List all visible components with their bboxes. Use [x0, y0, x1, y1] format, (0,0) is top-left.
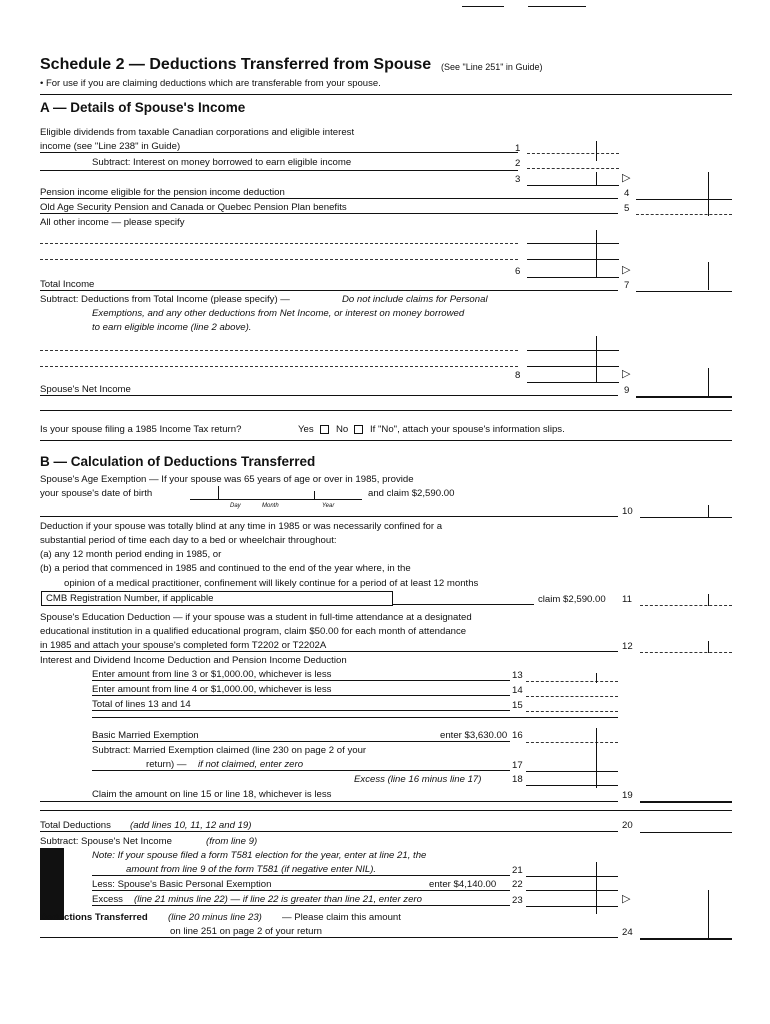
- filing-question: Is your spouse filing a 1985 Income Tax return?: [40, 424, 242, 435]
- line-number: 17: [512, 760, 523, 771]
- line-2-field[interactable]: [527, 168, 619, 169]
- education-deduction-label-2: educational institution in a qualified educational program, claim $50.00 for each month of attendance: [40, 626, 467, 637]
- yes-checkbox[interactable]: [320, 425, 329, 434]
- claim-19-label: Claim the amount on line 15 or line 18, whichever is less: [92, 789, 332, 800]
- rule: [92, 770, 510, 771]
- line-11-field[interactable]: [640, 605, 732, 606]
- education-deduction-label-3: in 1985 and attach your spouse's completed form T2202 or T2202A: [40, 640, 327, 651]
- line-8-field[interactable]: [527, 382, 619, 383]
- line-number: 7: [624, 280, 630, 291]
- line-15-field[interactable]: [526, 711, 618, 712]
- section-a-heading: A — Details of Spouse's Income: [40, 100, 246, 115]
- rule: [40, 831, 618, 832]
- interest-dividend-label: Interest and Dividend Income Deduction and Pension Income Deduction: [40, 655, 347, 666]
- attach-slips-label: If "No", attach your spouse's information slips.: [370, 424, 565, 435]
- total-deductions-note: (add lines 10, 11, 12 and 19): [130, 820, 252, 831]
- section-b-heading: B — Calculation of Deductions Transferred: [40, 454, 316, 469]
- line-7-field[interactable]: [636, 291, 732, 292]
- deductions-transferred-note: (line 20 minus line 23): [168, 912, 262, 923]
- enter-4140-label: enter $4,140.00: [429, 879, 497, 890]
- line-15-label: Total of lines 13 and 14: [92, 699, 191, 710]
- rule: [40, 801, 618, 802]
- line-number: 6: [515, 266, 521, 277]
- other-income-field[interactable]: [527, 259, 619, 260]
- line-number: 10: [622, 506, 633, 517]
- cents-divider: [596, 230, 597, 278]
- rule: [92, 905, 510, 906]
- age-claim-label: and claim $2,590.00: [368, 488, 455, 499]
- rule: [92, 717, 618, 718]
- line-number: 1: [515, 143, 521, 154]
- line-13-field[interactable]: [526, 681, 618, 682]
- deduction-field[interactable]: [527, 350, 619, 351]
- spouse-net-income-label: Spouse's Net Income: [40, 384, 131, 395]
- line-number: 15: [512, 700, 523, 711]
- cents-divider: [596, 172, 597, 186]
- cents-divider: [708, 368, 709, 398]
- other-income-label: All other income — please specify: [40, 217, 185, 228]
- line-3-field[interactable]: [527, 185, 619, 186]
- rule: [392, 604, 534, 605]
- arrow-icon: ▷: [622, 893, 631, 905]
- yes-label: Yes: [298, 424, 314, 435]
- rule: [92, 890, 510, 891]
- rule: [40, 516, 618, 517]
- rule: [40, 395, 618, 396]
- line-5-field[interactable]: [636, 214, 732, 215]
- cents-divider: [708, 641, 709, 653]
- subtract-spouse-net-label: Subtract: Spouse's Net Income: [40, 836, 172, 847]
- divider: [40, 94, 732, 95]
- rule: [92, 741, 510, 742]
- excess-23-label: Excess: [92, 894, 123, 905]
- blind-deduction-a: (a) any 12 month period ending in 1985, or: [40, 549, 222, 560]
- line-9-field[interactable]: [636, 396, 732, 398]
- line-19-field[interactable]: [640, 801, 732, 803]
- cents-divider: [708, 890, 709, 940]
- blind-deduction-label-2: substantial period of time each day to a bed or wheelchair throughout:: [40, 535, 337, 546]
- rule: [92, 875, 510, 876]
- total-deductions-label: Total Deductions: [40, 820, 111, 831]
- blind-deduction-label: Deduction if your spouse was totally blind at any time in 1985 or was necessarily confined for a: [40, 521, 443, 532]
- rule: [40, 198, 618, 199]
- date-of-birth-label: your spouse's date of birth: [40, 488, 153, 499]
- line-number: 20: [622, 820, 633, 831]
- deduction-field[interactable]: [527, 366, 619, 367]
- month-caption: Month: [262, 503, 279, 509]
- subtract-deductions-note: Do not include claims for Personal: [342, 294, 488, 305]
- arrow-icon: ▷: [622, 264, 631, 276]
- subtract-married-label: Subtract: Married Exemption claimed (line 230 on page 2 of your: [92, 745, 367, 756]
- no-checkbox[interactable]: [354, 425, 363, 434]
- excess-18-label: Excess (line 16 minus line 17): [354, 774, 482, 785]
- line-number: 16: [512, 730, 523, 741]
- t581-note-2: amount from line 9 of the form T581 (if negative enter NIL).: [126, 864, 377, 875]
- line-number: 11: [622, 594, 632, 605]
- line-number: 24: [622, 927, 633, 938]
- specify-line[interactable]: [40, 243, 518, 244]
- subtract-deductions-note-2: Exemptions, and any other deductions from Net Income, or interest on money borrowed: [92, 308, 465, 319]
- line-23-field[interactable]: [526, 906, 618, 907]
- line-number: 4: [624, 188, 630, 199]
- line-18-field[interactable]: [526, 785, 618, 786]
- line-number: 9: [624, 385, 630, 396]
- form-subtitle: • For use if you are claiming deductions which are transferable from your spouse.: [40, 78, 381, 89]
- excess-23-note: (line 21 minus line 22) — if line 22 is greater than line 21, enter zero: [134, 894, 422, 905]
- divider: [40, 440, 732, 441]
- rule: [40, 213, 618, 214]
- eligible-dividends-label-2: income (see "Line 238" in Guide): [40, 141, 181, 152]
- cmb-registration-label: CMB Registration Number, if applicable: [46, 593, 214, 604]
- age-exemption-label: Spouse's Age Exemption — If your spouse was 65 years of age or over in 1985, provide: [40, 474, 414, 485]
- top-mark: [462, 6, 504, 7]
- cents-divider: [708, 505, 709, 518]
- subtract-deductions-note-3: to earn eligible income (line 2 above).: [92, 322, 252, 333]
- education-deduction-label: Spouse's Education Deduction — if your spouse was a student in full-time attendance at a designated: [40, 612, 472, 623]
- from-line-9-note: (from line 9): [206, 836, 258, 847]
- line-12-field[interactable]: [640, 652, 732, 653]
- line-number: 13: [512, 670, 523, 681]
- deductions-transferred-tail: — Please claim this amount: [282, 912, 401, 923]
- blind-claim-label: claim $2,590.00: [538, 594, 606, 605]
- line-number: 19: [622, 790, 633, 801]
- cents-divider: [708, 262, 709, 290]
- year-caption: Year: [322, 503, 335, 509]
- line-22-field[interactable]: [526, 890, 618, 891]
- pension-income-label: Pension income eligible for the pension income deduction: [40, 187, 285, 198]
- line-24-field[interactable]: [640, 938, 732, 940]
- line-16-field[interactable]: [526, 742, 618, 743]
- rule: [40, 651, 618, 652]
- rule: [40, 937, 618, 938]
- line-21-field[interactable]: [526, 876, 618, 877]
- rule: [40, 152, 518, 153]
- cents-divider: [596, 141, 597, 161]
- form-title-ref: (See "Line 251" in Guide): [441, 62, 543, 72]
- rule: [92, 695, 510, 696]
- eligible-dividends-label: Eligible dividends from taxable Canadian corporations and eligible interest: [40, 127, 355, 138]
- arrow-icon: ▷: [622, 368, 631, 380]
- subtract-married-label-2: return) —: [146, 759, 187, 770]
- line-number: 8: [515, 370, 521, 381]
- top-mark: [528, 6, 586, 7]
- cents-divider: [708, 594, 709, 606]
- divider: [40, 810, 732, 811]
- t581-note: Note: If your spouse filed a form T581 election for the year, enter at line 21, the: [92, 850, 427, 861]
- rule: [92, 680, 510, 681]
- subtract-deductions-label: Subtract: Deductions from Total Income (please specify) —: [40, 294, 290, 305]
- line-number: 18: [512, 774, 523, 785]
- redaction-bar: [40, 848, 64, 920]
- line-number: 23: [512, 895, 523, 906]
- day-caption: Day: [230, 503, 241, 509]
- deductions-transferred-label: Deductions Transferred: [40, 912, 148, 923]
- line-17-field[interactable]: [526, 771, 618, 772]
- line-13-label: Enter amount from line 3 or $1,000.00, whichever is less: [92, 669, 332, 680]
- line-20-field[interactable]: [640, 832, 732, 833]
- enter-3630-label: enter $3,630.00: [440, 730, 508, 741]
- basic-married-label: Basic Married Exemption: [92, 730, 199, 741]
- no-label: No: [336, 424, 349, 435]
- blind-deduction-b-2: opinion of a medical practitioner, confinement will likely continue for a period of at least 12 months: [64, 578, 479, 589]
- line-14-label: Enter amount from line 4 or $1,000.00, whichever is less: [92, 684, 332, 695]
- subtract-interest-label: Subtract: Interest on money borrowed to earn eligible income: [92, 157, 352, 168]
- deductions-transferred-line2: on line 251 on page 2 of your return: [170, 926, 323, 937]
- date-of-birth-field[interactable]: [190, 499, 362, 500]
- line-number: 22: [512, 879, 523, 890]
- rule: [92, 710, 510, 711]
- divider: [40, 410, 732, 411]
- cents-divider: [596, 673, 597, 683]
- other-income-field[interactable]: [527, 243, 619, 244]
- line-number: 5: [624, 203, 630, 214]
- cents-divider: [596, 336, 597, 383]
- specify-line[interactable]: [40, 366, 518, 367]
- specify-line[interactable]: [40, 350, 518, 351]
- total-income-label: Total Income: [40, 279, 95, 290]
- oas-cpp-label: Old Age Security Pension and Canada or Quebec Pension Plan benefits: [40, 202, 347, 213]
- rule: [40, 170, 518, 171]
- line-1-field[interactable]: [527, 153, 619, 154]
- line-6-field[interactable]: [527, 277, 619, 278]
- rule: [40, 290, 618, 291]
- cents-divider: [708, 172, 709, 216]
- date-divider: [314, 491, 315, 499]
- line-4-field[interactable]: [636, 199, 732, 200]
- less-basic-label: Less: Spouse's Basic Personal Exemption: [92, 879, 272, 890]
- line-number: 21: [512, 865, 523, 876]
- line-number: 2: [515, 158, 521, 169]
- line-number: 12: [622, 641, 633, 652]
- cents-divider: [596, 728, 597, 788]
- line-number: 14: [512, 685, 523, 696]
- line-14-field[interactable]: [526, 696, 618, 697]
- arrow-icon: ▷: [622, 172, 631, 184]
- line-10-field[interactable]: [640, 517, 732, 518]
- date-divider: [218, 486, 219, 499]
- blind-deduction-b: (b) a period that commenced in 1985 and continued to the end of the year where, in the: [40, 563, 411, 574]
- line-number: 3: [515, 174, 521, 185]
- subtract-married-note: if not claimed, enter zero: [198, 759, 304, 770]
- specify-line[interactable]: [40, 259, 518, 260]
- form-title: Schedule 2 — Deductions Transferred from Spouse: [40, 56, 432, 73]
